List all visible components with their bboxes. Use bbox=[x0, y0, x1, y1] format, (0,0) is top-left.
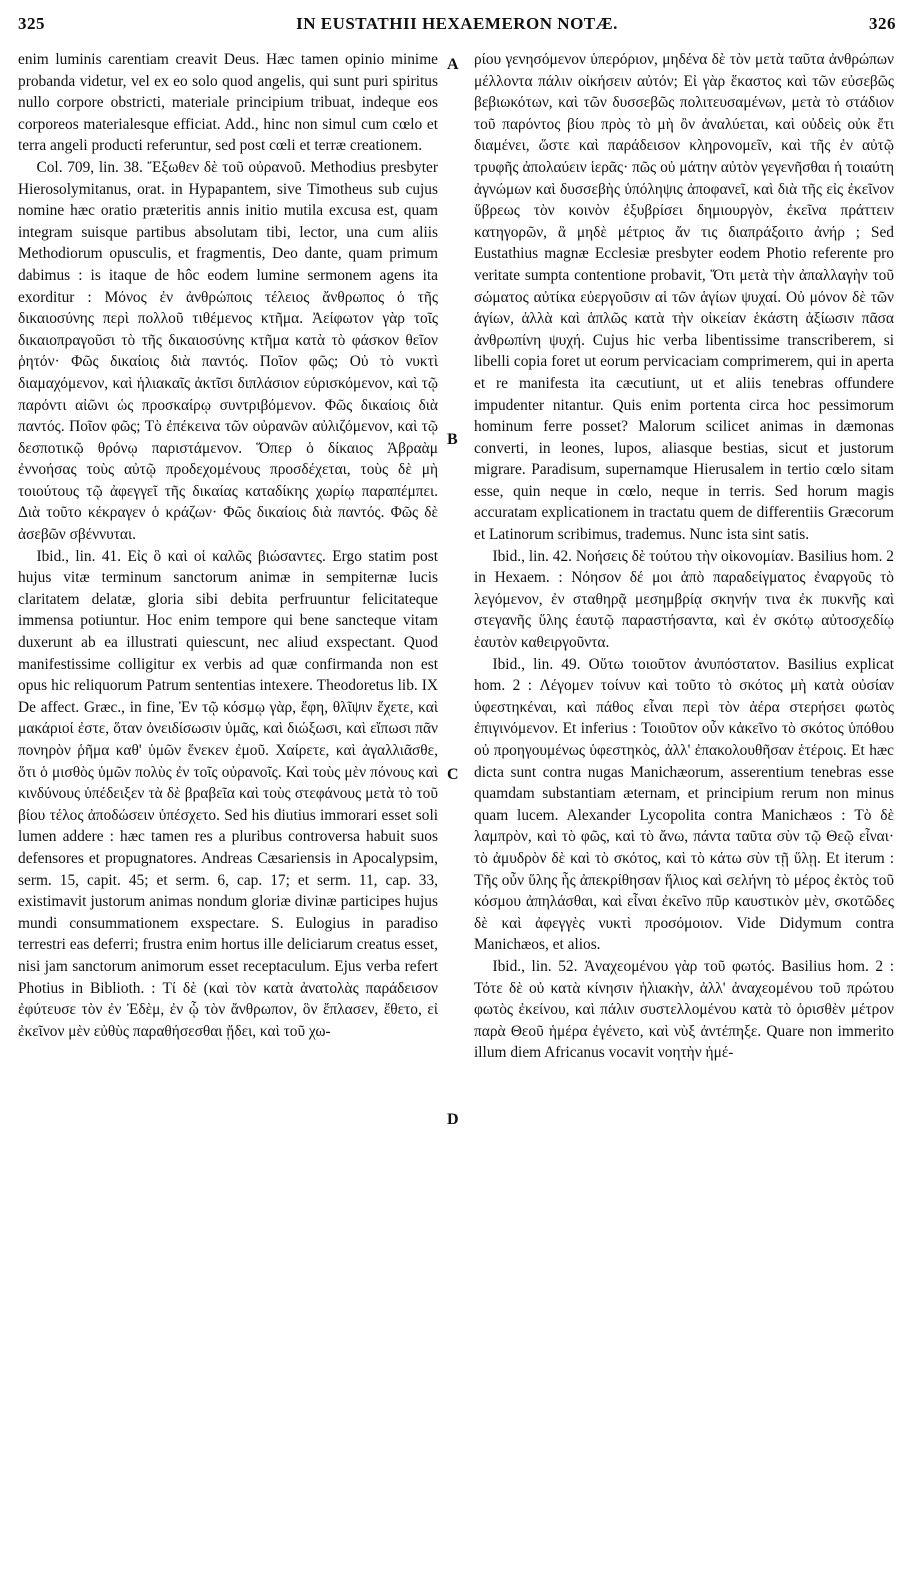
right-column bbox=[474, 49, 894, 1064]
left-paragraph: enim luminis carentiam creavit Deus. Hæc tamen opinio minime probanda videtur, vel ex eo solo quod angelis, qui sunt puri spiritus nullo corpore obstricti, materiale principium tribuat, indeque eos corporeos materialesque efficiat. Add., hinc non simul cum cœlo et terra angeli producti referuntur, sed post cœli et terræ creationem. bbox=[18, 51, 438, 155]
running-header bbox=[18, 14, 896, 40]
margin-letter-c: C bbox=[447, 766, 459, 783]
margin-letter-d: D bbox=[447, 1111, 459, 1128]
right-paragraph: Ibid., lin. 42. Νοήσεις δὲ τούτου τὴν οἰκονομίαν. Basilius hom. 2 in Hexaem. : Νόησον δέ μοι ἀπὸ παραδείγματος ἐναργοῦς τὸ λεγόμενον, ἐν σταθηρᾷ μεσημβρίᾳ σκηνήν τινα ἐκ πυκνῆς καὶ στεγανῆς ὕλης ἑαυτῷ παραστήσαντα, καὶ ἐν σκότῳ αὐτοσχεδίῳ ἑαυτὸν καθειργοῦντα. bbox=[474, 547, 894, 652]
right-paragraph: ρίου γενησόμενον ὑπερόριον, μηδένα δὲ τὸν μετὰ ταῦτα ἀνθρώπων μέλλοντα πάλιν οἰκήσειν αὐτόν; Εἰ γὰρ ἕκαστος καὶ τῶν εὐσεβῶς βεβιωκότων, καὶ τῶν δυσσεβῶς πολιτευσαμένων, μετὰ τὸ στάδιον τοῦ παρόντος βίου πρὸς τὸ μὴ ὂν ἀναλύεται, καὶ οὐδεὶς οὐκ ἔτι διαμένει, ὥστε καὶ παράδεισον κληρονομεῖν, καὶ τῆς ἐν αὐτῷ τρυφῆς ἀπολαύειν ἱερᾶς· πῶς οὐ μάτην αὐτὸν γεγενῆσθαι ἡ τοιαύτη ἀγνώμων καὶ δυσσεβὴς ὑπόληψις ἀποφανεῖ, καὶ διὰ τῆς εἰς ἐκεῖνον ὕβρεως τὸν κοινὸν ἐξυβρίσει δημιουργὸν, ἐκεῖνα πράττειν κατηγορῶν, ἃ μηδὲ μέτριος ἄν τις διαπράξοιτο ἀνήρ ; Sed Eustathius magnæ Ecclesiæ presbyter eodem Photio referente pro veritate sumpta contentione probavit, Ὅτι μετὰ τὴν ἀπαλλαγὴν τοῦ σώματος αὐτίκα εὐεργοῦσιν αἱ τῶν ἁγίων ψυχαί. Οὐ μόνον δὲ τῶν ἁγίων, ἀλλὰ καὶ ἁπλῶς κατὰ τὴν οἰκείαν ἑκάστη ἀξίωσιν πᾶσα ἀνθρωπίνη ψυχή. Cujus hic verba libentissime transcriberem, si libelli copia foret ut eorum pervicaciam comprimerem, qui in aperta et re manifesta ita cæcutiunt, ut et aliis tenebras offundere impudenter nitantur. Quis enim portenta circa hoc pessimorum hominum ferre posset? Malorum scilicet animas in dæmonas converti, in leones, lupos, aliasque bestias, sicut et justorum migrare. Paradisum, supernamque Hierusalem in tertio cœlo sitam esse, quin neque in cœlo, neque in terris. Sed horum magis accuratam explicationem in tractatu quem de differentiis Græcorum et Latinorum scribimus, trademus. Nunc ista sint satis. bbox=[474, 51, 894, 544]
margin-letter-b: B bbox=[447, 431, 458, 448]
right-paragraph: Ibid., lin. 49. Οὕτω τοιοῦτον ἀνυπόστατον. Basilius explicat hom. 2 : Λέγομεν τοίνυν καὶ τοῦτο τὸ σκότος μὴ κατὰ οὐσίαν ὑφεστηκέναι, καὶ πάθος εἶναι περὶ τὸν ἀέρα στερήσει φωτὸς ἐπιγινόμενον. Et inferius : Τοιοῦτον οὖν κἀκεῖνο τὸ σκότος ὑπόθου οὐ προηγουμένως ὑφεστηκὸς, ἀλλ' ἐπακολουθῆσαν ἑτέροις. Et hæc dicta sunt contra nugas Manichæorum, asserentium tenebras esse quamdam substantiam æternam, et principium rerum non minus quam lucem. Alexander Lycopolita contra Manichæos : Τὸ δὲ λαμπρὸν, καὶ τὸ φῶς, καὶ τὸ ἄνω, πάντα ταῦτα σὺν τῷ Θεῷ εἶναι· τὸ ἀμυδρὸν δὲ καὶ τὸ σκότος, καὶ τὸ κάτω σὺν τῇ ὕλῃ. Et iterum : Τῆς οὖν ὕλης ἧς ἀπεκρίθησαν ἥλιος καὶ σελήνη τὸ μέρος ἐκτὸς τοῦ κόσμου ἀπηλάσθαι, καὶ εἶναι ἐκεῖνο πῦρ καυστικὸν μὲν, σκοτῶδες δὲ καὶ ἀφεγγὲς νυκτὶ προσόμοιον. Vide Didymum contra Manichæos, et alios. bbox=[474, 655, 894, 954]
page-number-left: 325 bbox=[18, 14, 45, 33]
left-paragraph: Ibid., lin. 41. Εἰς ὃ καὶ οἱ καλῶς βιώσαντες. Ergo statim post hujus vitæ terminum sanctorum animæ in sempiternæ lucis claritatem delatæ, gloria sibi debita perfruuntur felicitateque immensa potiuntur. Hoc enim tempore qui bene sancteque vitam duxerunt ab ea illustrati quiescunt, nec aliud exspectant. Quod manifestissime colligitur ex verbis ad quæ confirmanda non est opus hic reliquorum Patrum sententias intexere. Theodoretus lib. IX De affect. Græc., in fine, Ἐν τῷ κόσμῳ γὰρ, ἔφη, θλῖψιν ἔχετε, καὶ μακάριοί ἐστε, ὅταν ὀνειδίσωσιν ὑμᾶς, καὶ διώξωσι, καὶ εἴπωσι πᾶν πονηρὸν ῥῆμα καθ' ὑμῶν ἕνεκεν ἐμοῦ. Χαίρετε, καὶ ἀγαλλιᾶσθε, ὅτι ὁ μισθὸς ὑμῶν πολὺς ἐν τοῖς οὐρανοῖς. Καὶ τοὺς μὲν πόνους καὶ κινδύνους ὑπέδειξεν τὰ δὲ βραβεῖα καὶ τοὺς στεφάνους μετὰ τὸ τοῦ βίου τέλος ἀποδώσειν ὑπέσχετο. Sed his diutius immorari esset soli lumen addere : hæc tamen res a pluribus controversa habuit suos defensores et propugnatores. Andreas Cæsariensis in Apocalypsim, serm. 15, capit. 45; et serm. 6, cap. 17; et serm. 11, cap. 33, existimavit justorum animas nondum gloriæ divinæ participes hujus mundi consummationem exspectare. S. Eulogius in paradiso terrestri eas deferri; frustra enim hortus ille deliciarum creatus esset, nisi jam sanctorum animorum esset receptaculum. Ejus verba refert Photius in Biblioth. : Τί δὲ (καὶ τὸν κατὰ ἀνατολὰς παράδεισον ἐφύτευσε τὸν ἐν Ἐδὲμ, ἐν ᾧ τὸν ἄνθρωπον, ὃν ἔπλασεν, ἔθετο, εἰ ἐκεῖνον μὲν εὐθὺς παραθήσεσθαι ᾔδει, καὶ τοῦ χω- bbox=[18, 547, 438, 1040]
left-paragraph: Col. 709, lin. 38. Ἔξωθεν δὲ τοῦ οὐρανοῦ. Methodius presbyter Hierosolymitanus, orat. in Hypapantem, sive Timotheus sub cujus nomine hæc oratio præteritis annis initio mutila excusa est, quam integram suisque partibus absolutam tibi, lector, una cum aliis Methodiorum opusculis, et fragmentis, Deo dante, quam primum dabimus : is itaque de hôc eodem lumine sermonem agens ita exorditur : Μόνος ἐν ἀνθρώποις τέλειος ἄνθρωπος ὁ τῆς δικαιοσύνης περὶ πολλοῦ τιθέμενος κτῆμα. Ἀείφωτον γὰρ τοῖς δικαιοπραγοῦσι τὸ τῆς δικαιοσύνης κτῆμα κατὰ τὸ φάσκον θεῖον ῥητόν· Φῶς δικαίοις διὰ παντός. Ποῖον φῶς; Οὐ τὸ νυκτὶ διαμαχόμενον, καὶ ἡλιακαῖς ἀκτῖσι διπλάσιον εὑρισκόμενον, καὶ τῷ παρόντι αἰῶνι ὡς προσκαίρῳ συντριβόμενον. Φῶς δικαίοις διὰ παντός. Ποῖον φῶς; Τὸ ἐπέκεινα τῶν οὐρανῶν αὐλιζόμενον, καὶ τῷ δεσποτικῷ θρόνῳ παριστάμενον. Ὅπερ ὁ δίκαιος Ἀβραὰμ ἐννοήσας τοὺς αὐτῷ προδεχομένους προσδέχεται, τοὺς δὲ μὴ τοιούτους τῷ ἀφεγγεῖ τῆς δικαίας καταδίκης χωρίῳ παραπέμπει. Διὰ τοῦτο κέκραγεν ὁ κράζων· Φῶς δικαίοις διὰ παντός. Φῶς δὲ ἀσεβῶν σβέννυται. bbox=[18, 158, 438, 544]
running-title: IN EUSTATHII HEXAEMERON NOTÆ. bbox=[296, 14, 618, 33]
page-number-right: 326 bbox=[869, 14, 896, 33]
left-column bbox=[18, 49, 438, 1042]
margin-letter-a: A bbox=[447, 56, 459, 73]
right-paragraph: Ibid., lin. 52. Ἀναχεομένου γὰρ τοῦ φωτός. Basilius hom. 2 : Τότε δὲ οὐ κατὰ κίνησιν ἡλιακὴν, ἀλλ' ἀναχεομένου τοῦ πρώτου φωτὸς ἐκείνου, καὶ πάλιν συστελλομένου κατὰ τὸ ὁρισθὲν μέτρον παρὰ Θεοῦ ἡμέρα ἐγένετο, καὶ νὺξ ἀντέπηξε. Quare non immerito illum diem Africanus vocavit νοητὴν ἡμέ- bbox=[474, 957, 894, 1062]
